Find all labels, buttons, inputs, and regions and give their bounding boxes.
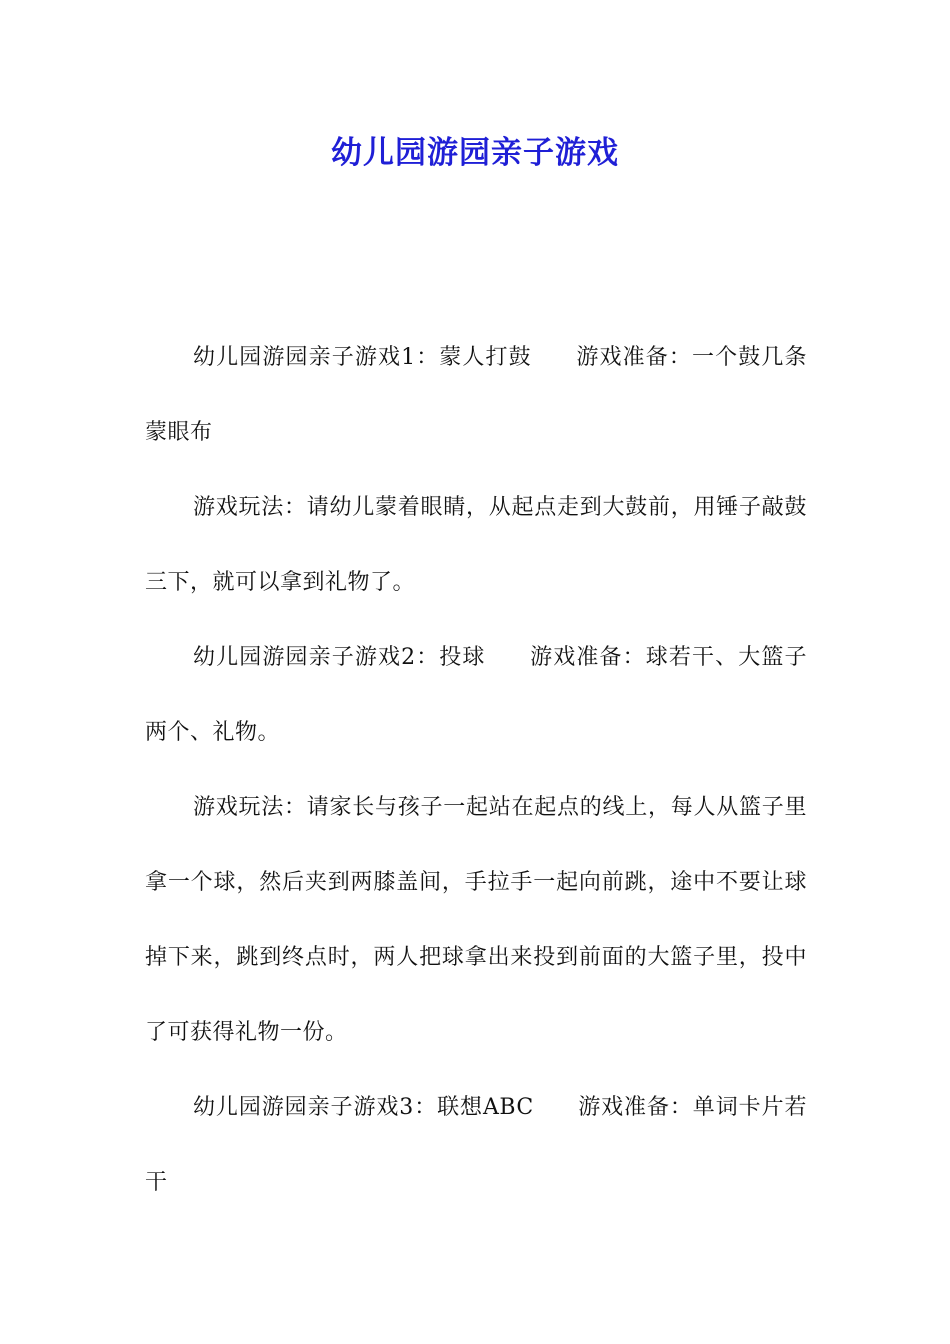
game-3-heading: 幼儿园游园亲子游戏3：联想ABC xyxy=(193,1095,534,1120)
paragraph-game-1 xyxy=(145,320,807,470)
paragraph-game-1-rules xyxy=(145,470,807,620)
game-2-rules-text: 游戏玩法：请家长与孩子一起站在起点的线上，每人从篮子里拿一个球，然后夹到两膝盖间，手拉手一起向前跳，途中不要让球掉下来，跳到终点时，两人把球拿出来投到前面的大篮子里，投中了可获得礼物一份。 xyxy=(145,795,807,1045)
paragraph-game-2 xyxy=(145,620,807,770)
document-body xyxy=(145,320,807,1220)
game-3-preparation: 游戏准备：单词卡片若干 xyxy=(145,1095,807,1195)
game-2-heading: 幼儿园游园亲子游戏2：投球 xyxy=(193,645,486,670)
document-title: 幼儿园游园亲子游戏 xyxy=(331,135,619,171)
paragraph-game-2-rules xyxy=(145,770,807,1070)
game-1-rules-text: 游戏玩法：请幼儿蒙着眼睛，从起点走到大鼓前，用锤子敲鼓三下，就可以拿到礼物了。 xyxy=(145,495,807,595)
game-1-preparation: 游戏准备：一个鼓几条蒙眼布 xyxy=(145,345,807,445)
game-1-heading: 幼儿园游园亲子游戏1：蒙人打鼓 xyxy=(193,345,532,370)
paragraph-game-3 xyxy=(145,1070,807,1220)
game-2-preparation: 游戏准备：球若干、大篮子两个、礼物。 xyxy=(145,645,807,745)
